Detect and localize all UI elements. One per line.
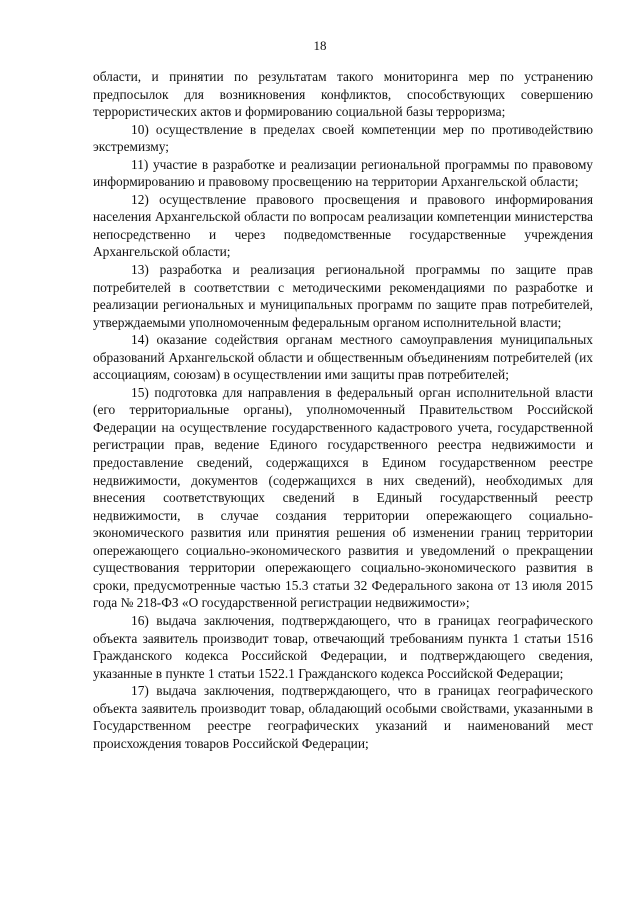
page-number: 18	[313, 38, 327, 53]
paragraph-item-15: 15) подготовка для направления в федеральный орган исполнительной власти (его территориальные органы), уполномоченный Правительством Российской Федерации на осуществление государственного кадастрового учета, государственной регистрации прав, ведение Единого государственного реестра недвижимости и предоставление сведений, содержащихся в Едином государственном реестре недвижимости, документов (содержащихся в них сведений), необходимых для внесения соответствующих сведений в Единый государственный реестр недвижимости, в случае создания территории опережающего социально-экономического развития или принятия решения об изменении границ территории опережающего социально-экономического развития и уведомлений о прекращении существования территории опережающего социально-экономического развития в сроки, предусмотренные частью 15.3 статьи 32 Федерального закона от 13 июля 2015 года № 218-ФЗ «О государственной регистрации недвижимости»;	[93, 384, 593, 611]
paragraph-item-12: 12) осуществление правового просвещения и правового информирования населения Архангельской области по вопросам реализации компетенции министерства непосредственно и через подведомственные государственные учреждения Архангельской области;	[93, 191, 593, 260]
paragraph-item-16: 16) выдача заключения, подтверждающего, что в границах географического объекта заявитель производит товар, отвечающий требованиям пункта 1 статьи 1516 Гражданского кодекса Российской Федерации, и подтверждающего сведения, указанные в пункте 1 статьи 1522.1 Гражданского кодекса Российской Федерации;	[93, 612, 593, 681]
paragraph-item-11: 11) участие в разработке и реализации региональной программы по правовому информированию и правовому просвещению на территории Архангельской области;	[93, 156, 593, 190]
paragraph-continuation: области, и принятии по результатам такого мониторинга мер по устранению предпосылок для возникновения конфликтов, способствующих совершению террористических актов и формированию социальной базы терроризма;	[93, 69, 593, 120]
paragraph-item-10: 10) осуществление в пределах своей компетенции мер по противодействию экстремизму;	[93, 121, 593, 155]
paragraph-item-17: 17) выдача заключения, подтверждающего, что в границах географического объекта заявитель производит товар, обладающий особыми свойствами, указанными в Государственном реестре географических указаний и наименований мест происхождения товаров Российской Федерации;	[93, 683, 593, 751]
document-body	[93, 68, 593, 752]
paragraph-item-14: 14) оказание содействия органам местного самоуправления муниципальных образований Архангельской области и общественным объединениям потребителей (их ассоциациям, союзам) в осуществлении ими защиты прав потребителей;	[93, 332, 593, 383]
paragraph-item-13: 13) разработка и реализация региональной программы по защите прав потребителей в соответствии с методическими рекомендациями по разработке и реализации региональных и муниципальных программ по защите прав потребителей, утверждаемыми уполномоченным федеральным органом исполнительной власти;	[93, 262, 593, 330]
